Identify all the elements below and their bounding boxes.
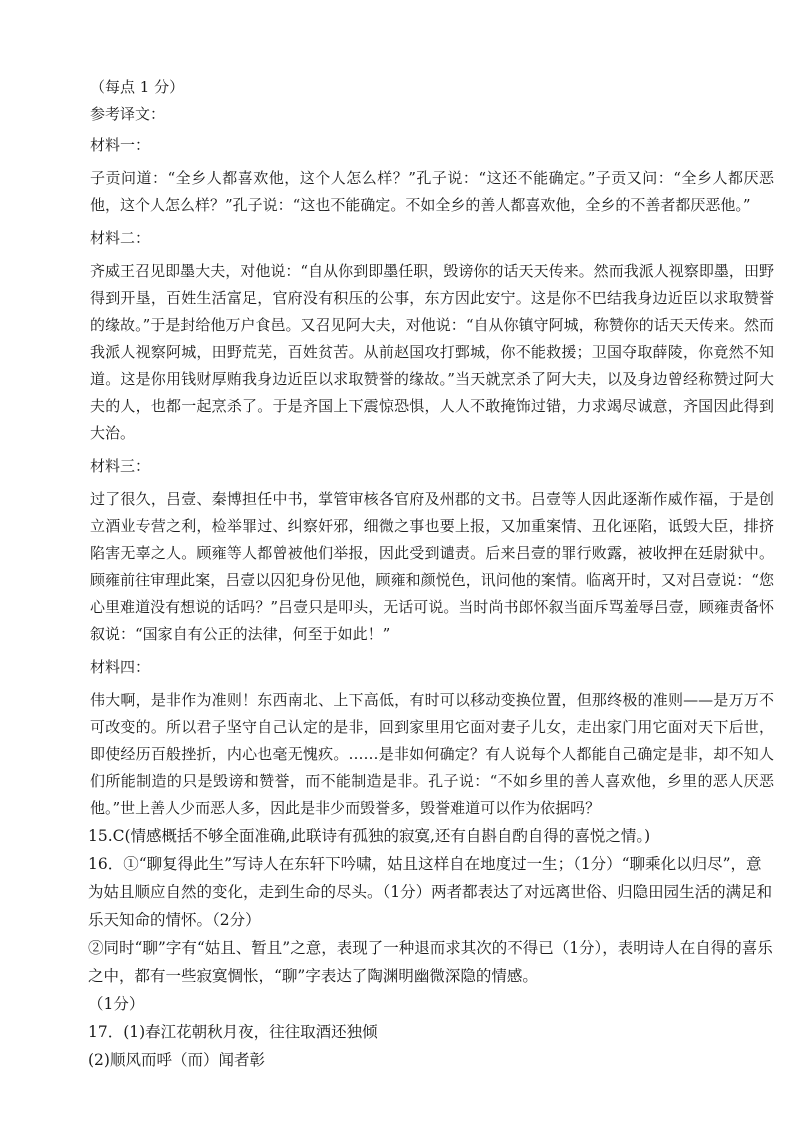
score-note: （每点 1 分） [90,78,185,96]
answer-15: 15.C(情感概括不够全面准确,此联诗有孤独的寂寞,还有自斟自酌自得的喜悦之情。) [88,827,651,845]
document-page [88,74,774,1074]
material-2-text: 齐威王召见即墨大夫，对他说：“自从你到即墨任职，毁谤你的话天天传来。然而我派人视察即墨，田野得到开垦，百姓生活富足，官府没有积压的公事，东方因此安宁。这是你不巴结我身边近臣以求取赞誉的缘故。”于是封给他万户食邑。又召见阿大夫，对他说：“自从你镇守阿城，称赞你的话天天传来。然而我派人视察阿城，田野荒芜，百姓贫苦。从前赵国攻打鄄城，你不能救援；卫国夺取薛陵，你竟然不知道。这是你用钱财厚贿我身边近臣以求取赞誉的缘故。”当天就烹杀了阿大夫，以及身边曾经称赞过阿大夫的人，也都一起烹杀了。于是齐国上下震惊恐惧，人人不敢掩饰过错，力求竭尽诚意，齐国因此得到大治。 [90,262,774,442]
material-2-title: 材料二： [90,229,151,247]
material-3-title: 材料三： [90,457,151,475]
answer-16-part-2-score: （1分） [88,995,145,1013]
material-4-text: 伟大啊，是非作为准则！东西南北、上下高低，有时可以移动变换位置，但那终极的准则——是万万不可改变的。所以君子坚守自己认定的是非，回到家里用它面对妻子儿女，走出家门用它面对天下后世，即使经历百般挫折，内心也毫无愧疚。……是非如何确定？有人说每个人都能自己确定是非，却不知人们所能制造的只是毁谤和赞誉，而不能制造是非。孔子说：“不如乡里的善人喜欢他，乡里的恶人厌恶他。”世上善人少而恶人多，因此是非少而毁誉多，毁誉难道可以作为依据吗？ [90,691,774,817]
material-3-text: 过了很久，吕壹、秦博担任中书，掌管审核各官府及州郡的文书。吕壹等人因此逐渐作威作福，于是创立酒业专营之利，检举罪过、纠察奸邪，细微之事也要上报，又加重案情、丑化诬陷，诋毁大臣，排挤陷害无辜之人。顾雍等人都曾被他们举报，因此受到谴责。后来吕壹的罪行败露，被收押在廷尉狱中。顾雍前往审理此案，吕壹以囚犯身份见他，顾雍和颜悦色，讯问他的案情。临离开时，又对吕壹说：“您心里难道没有想说的话吗？”吕壹只是叩头，无话可说。当时尚书郎怀叙当面斥骂羞辱吕壹，顾雍责备怀叙说：“国家自有公正的法律，何至于如此！” [90,490,774,643]
material-4-title: 材料四： [90,658,151,676]
material-1-text: 子贡问道：“全乡人都喜欢他，这个人怎么样？”孔子说：“这还不能确定。”子贡又问：“全乡人都厌恶他，这个人怎么样？”孔子说：“这也不能确定。不如全乡的善人都喜欢他，全乡的不善者都厌恶他。” [90,169,774,214]
reference-translation-title: 参考译文： [90,105,166,123]
answer-17-part-1: 17．(1)春江花朝秋月夜，往往取酒还独倾 [88,1023,378,1041]
material-1-title: 材料一： [90,136,151,154]
answer-16-part-2: ②同时“聊”字有“姑且、暂且”之意，表现了一种退而求其次的不得已（1分），表明诗人在自得的喜乐之中，都有一些寂寞惆怅，“聊”字表达了陶渊明幽微深隐的情感。 [88,939,773,985]
answer-17-part-2: (2)顺风而呼（而）闻者彰 [88,1051,265,1069]
answer-16-part-1: 16．①“聊复得此生”写诗人在东轩下吟啸，姑且这样自在地度过一生；（1分）“聊乘化以归尽”，意为姑且顺应自然的变化，走到生命的尽头。（1分）两者都表达了对远离世俗、归隐田园生活的满足和乐天知命的情怀。（2分） [88,855,773,929]
